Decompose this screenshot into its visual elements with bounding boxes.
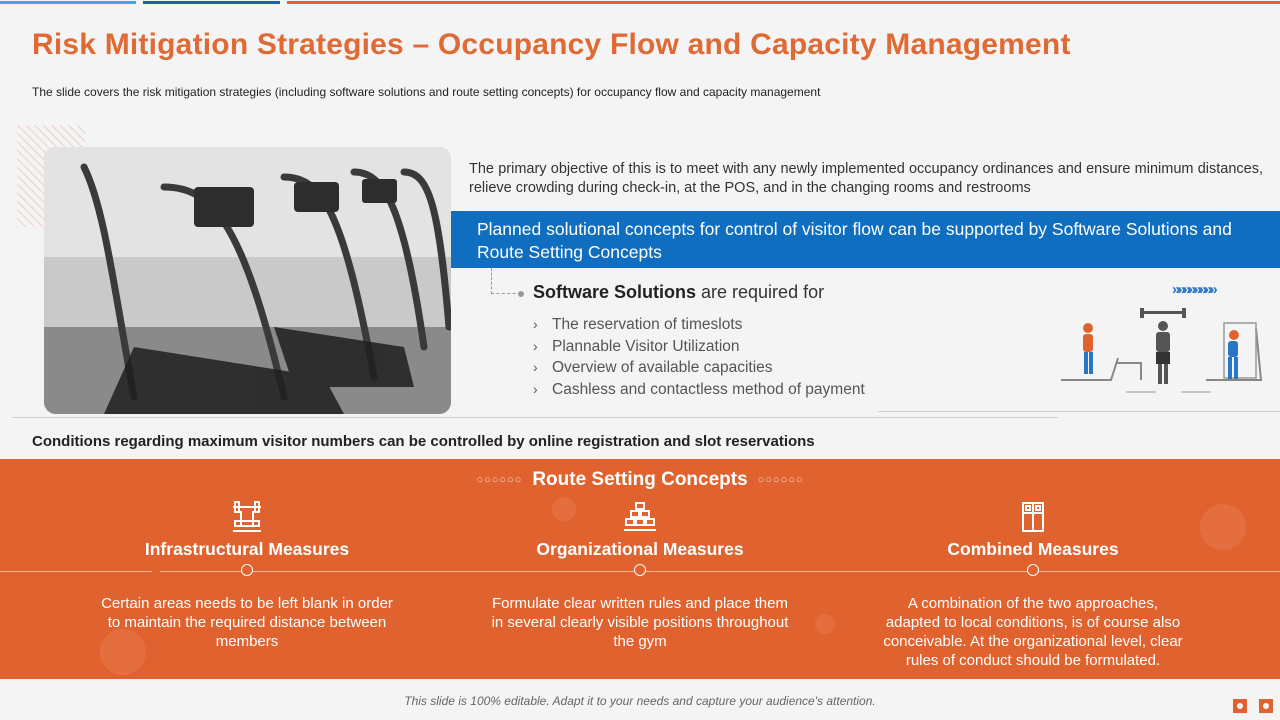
- dashed-connector: [491, 268, 521, 294]
- top-line-light-blue: [0, 1, 136, 4]
- route-setting-heading: Route Setting Concepts: [532, 469, 748, 490]
- column-heading: Combined Measures: [947, 539, 1119, 559]
- timeline-node: [634, 564, 646, 576]
- timeline-line: [160, 571, 1280, 572]
- gym-figures-illustration: [1056, 308, 1266, 404]
- list-item: › Overview of available capacities: [533, 357, 865, 379]
- conditions-text: Conditions regarding maximum visitor numbers can be controlled by online registration and slot reservations: [32, 433, 815, 450]
- combined-measures-column: [883, 499, 1183, 669]
- page-subtitle: The slide covers the risk mitigation strategies (including software solutions and route setting concepts) for occupancy flow and capacity management: [32, 85, 821, 99]
- barbell-rack-icon: [229, 499, 265, 535]
- column-description: Formulate clear written rules and place them in several clearly visible positions throughout the gym: [491, 595, 789, 650]
- route-setting-panel: [0, 459, 1280, 679]
- chevron-right-icon: ›: [533, 316, 538, 332]
- chevron-right-icon: ›: [533, 381, 538, 398]
- footer-note: This slide is 100% editable. Adapt it to your needs and capture your audience's attention.: [404, 694, 876, 708]
- divider-line: [12, 417, 1058, 418]
- divider-line-right: [878, 411, 1280, 412]
- virus-decoration: [1200, 504, 1246, 550]
- virus-decoration: [815, 614, 835, 634]
- software-solutions-bold: Software Solutions: [533, 282, 697, 302]
- list-item: › Cashless and contactless method of payment: [533, 379, 865, 401]
- column-heading: Organizational Measures: [536, 539, 744, 559]
- column-description: A combination of the two approaches, adapted to local conditions, is of course also conceivable. At the organizational level, clear rules of conduct should be formulated.: [883, 595, 1183, 669]
- infrastructural-measures-column: [97, 499, 397, 650]
- intro-paragraph: The primary objective of this is to meet with any newly implemented occupancy ordinances and ensure minimum distances, relieve crowding during check-in, at the POS, and in the changing rooms and restrooms: [469, 161, 1263, 196]
- circles-right-decoration: ○○○○○○: [757, 473, 804, 486]
- column-heading: Infrastructural Measures: [144, 539, 350, 559]
- treadmill-illustration: [44, 147, 451, 414]
- chevron-right-icon: ›: [533, 359, 538, 376]
- page-title: Risk Mitigation Strategies – Occupancy Flow and Capacity Management: [32, 28, 1071, 61]
- organizational-measures-column: [490, 499, 790, 650]
- list-item: › Plannable Visitor Utilization: [533, 336, 865, 358]
- puzzle-left-icon: [1233, 699, 1247, 713]
- solution-concepts-band: Planned solutional concepts for control of visitor flow can be supported by Software Solutions and Route Setting Concepts: [451, 211, 1280, 268]
- timeline-node: [1027, 564, 1039, 576]
- column-description: Certain areas needs to be left blank in order to maintain the required distance between members: [101, 595, 393, 650]
- circles-left-decoration: ○○○○○○: [476, 473, 523, 486]
- top-line-dark-blue: [143, 1, 280, 4]
- chevron-right-icon: ›: [533, 337, 538, 354]
- list-item: › The reservation of timeslots: [533, 314, 865, 336]
- locker-icon: [1015, 499, 1051, 535]
- top-accent-lines: [0, 0, 1280, 6]
- route-setting-title: [0, 469, 1280, 491]
- weights-stack-icon: [622, 499, 658, 535]
- software-solutions-title: [533, 282, 824, 303]
- puzzle-right-icon: [1259, 699, 1273, 713]
- software-solutions-rest: are required for: [696, 282, 825, 302]
- connector-dot: [518, 291, 524, 297]
- software-solutions-list: [533, 314, 865, 401]
- chevrons-icon: »»»»»»»»: [1172, 281, 1215, 298]
- gym-treadmills-photo: [44, 147, 451, 414]
- top-line-orange: [287, 1, 1280, 4]
- timeline-node: [241, 564, 253, 576]
- timeline-line: [0, 571, 152, 572]
